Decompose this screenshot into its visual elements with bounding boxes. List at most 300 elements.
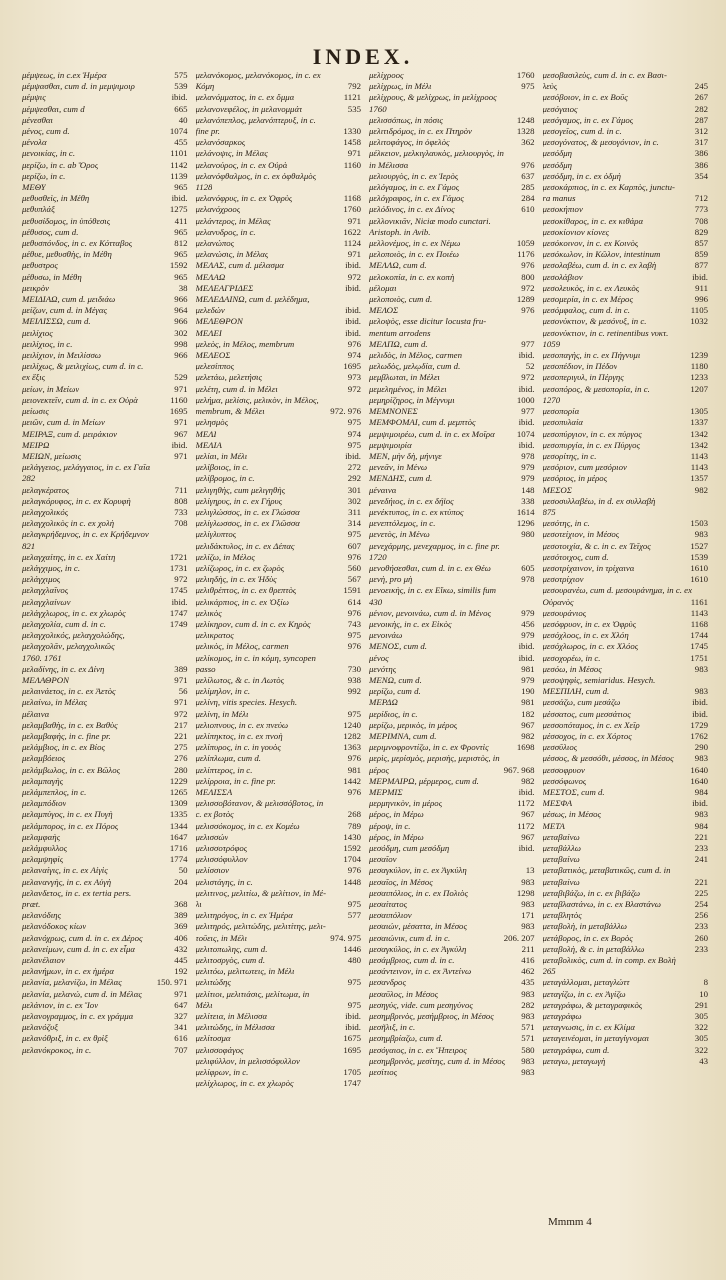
index-entry — [196, 339, 362, 350]
entry-page-ref: 287 — [694, 114, 708, 125]
entry-page-ref: 50 — [178, 865, 188, 876]
entry-page-ref: 217 — [174, 719, 188, 730]
index-entry — [369, 653, 535, 664]
entry-headword: μεσουρανέω, cum d. μεσουράνημα, in c. ex — [542, 585, 692, 596]
entry-headword: μελιγλώσσος, in c. ex Γλώσσα — [195, 506, 300, 517]
entry-page-ref: 1335 — [169, 809, 188, 820]
index-entry — [196, 104, 362, 115]
index-entry — [543, 339, 709, 350]
index-entry — [22, 664, 188, 675]
index-entry — [543, 1011, 709, 1022]
entry-headword: μεσόμφαλος, cum d. in c. — [542, 305, 630, 316]
index-entry — [22, 496, 188, 507]
entry-page-ref: 971 — [174, 383, 188, 394]
index-entry — [22, 451, 188, 462]
entry-headword: μελάγχλωρος, in c. ex χλωρὸς — [22, 607, 126, 618]
entry-headword: μεσογόνατος, & μεσογόνιον, in c. — [542, 137, 659, 148]
entry-headword: μελανόφρυς, in c. ex Ὀφρὺς — [195, 193, 293, 204]
entry-page-ref: ibid. — [692, 697, 708, 708]
index-entry — [196, 664, 362, 675]
entry-headword: μελέτη, cum d. in Μέλει — [195, 383, 278, 394]
entry-page-ref: 983 — [694, 809, 708, 820]
entry-page-ref: 1458 — [343, 137, 361, 148]
entry-page-ref: 972 — [521, 372, 535, 383]
index-entry — [369, 1067, 535, 1078]
index-entry — [543, 473, 709, 484]
entry-headword: ex ἕξις — [22, 372, 46, 383]
entry-headword: λεὺς — [542, 81, 558, 92]
entry-headword: μεσαιπόλιον — [369, 910, 412, 921]
index-entry — [196, 406, 362, 417]
entry-page-ref: ibid. — [171, 439, 188, 450]
entry-headword: μειλίχιος, in c. — [22, 338, 73, 349]
entry-page-ref: 707 — [174, 1044, 188, 1055]
entry-page-ref: ibid. — [518, 652, 535, 663]
entry-page-ref: 711 — [174, 484, 188, 495]
entry-headword: μεσοτείχιον, in Μέσος — [542, 529, 620, 540]
entry-page-ref: 1344 — [169, 820, 188, 831]
entry-page-ref: 976 — [347, 551, 361, 562]
entry-page-ref: 708 — [174, 518, 188, 529]
index-entry — [196, 70, 362, 81]
index-entry — [543, 1022, 709, 1033]
entry-headword: μελίτεια, in Μέλισσα — [195, 1011, 268, 1022]
index-entry — [22, 216, 188, 227]
entry-page-ref: 211 — [521, 943, 535, 954]
index-entry — [22, 1022, 188, 1033]
entry-headword: 875 — [542, 506, 556, 517]
signature-mark: Mmmm 4 — [548, 1216, 592, 1228]
entry-headword: μεσοπαγὴς, in c. ex Πήγνυμι — [542, 350, 641, 361]
entry-headword: μεσαγκύλος, in c. ex Ἀγκύλη — [369, 943, 467, 954]
entry-page-ref: 1430 — [343, 831, 361, 842]
entry-page-ref: 972 — [347, 383, 361, 394]
index-entry — [22, 574, 188, 585]
index-entry — [369, 350, 535, 361]
index-entry — [369, 608, 535, 619]
entry-headword: μεσσόφωνος — [542, 775, 587, 786]
entry-page-ref: 539 — [174, 81, 188, 92]
entry-headword: μεσοτρίχιον — [542, 574, 584, 585]
entry-headword: μελάγγειος, μελάγγαιος, in c. ex Γαῖα — [22, 462, 151, 473]
entry-page-ref: 221 — [694, 876, 708, 887]
index-entry — [369, 305, 535, 316]
entry-page-ref: 773 — [694, 204, 708, 215]
entry-page-ref: ibid. — [171, 92, 188, 103]
entry-page-ref: ibid. — [345, 316, 361, 327]
entry-page-ref: 1747 — [343, 1078, 361, 1089]
entry-headword: Οὐρανὸς — [542, 596, 574, 607]
entry-headword: μελαγχολικός — [22, 506, 69, 517]
entry-headword: ΜΕΛΕΔΑΙΝΩ, cum d. μελέδημα, — [195, 294, 310, 305]
entry-headword: μελεὸς, in Μέλος, membrum — [195, 338, 295, 349]
index-entry — [369, 440, 535, 451]
entry-headword: μεσοτρίχαινον, in τρίχαινα — [542, 562, 635, 573]
index-entry — [196, 1011, 362, 1022]
entry-page-ref: 221 — [694, 831, 708, 842]
entry-headword: μελικρατος — [195, 630, 234, 641]
index-entry — [543, 518, 709, 529]
entry-headword: μελίκηρον, cum d. in c. ex Κηρὸς — [195, 618, 311, 629]
index-entry — [22, 529, 188, 540]
entry-headword: μελίζω, in Μέλος — [195, 551, 255, 562]
entry-headword: μελήμα, μελίσις, μελικὸν, in Μέλος, — [195, 394, 319, 405]
entry-headword: μερμηνικὸν, in μέρος — [369, 798, 443, 809]
index-entry — [196, 552, 362, 563]
entry-headword: μεταγράφω, & μεταγραφικὸς — [542, 999, 643, 1010]
entry-page-ref: 1074 — [169, 126, 188, 137]
entry-page-ref: 354 — [694, 170, 708, 181]
entry-headword: μελαγχλαῖνος — [22, 585, 69, 596]
entry-headword: μελίρροια, in c. fine pr. — [195, 775, 276, 786]
entry-page-ref: 150. 971 — [156, 977, 188, 988]
index-entry — [196, 921, 362, 932]
index-entry — [22, 899, 188, 910]
index-entry — [22, 1000, 188, 1011]
entry-page-ref: 275 — [174, 742, 188, 753]
index-entry — [22, 832, 188, 843]
entry-headword: ΜΕΣΟΣ — [542, 484, 573, 495]
index-entry — [22, 944, 188, 955]
entry-page-ref: 1124 — [343, 238, 361, 249]
entry-page-ref: 973 — [347, 372, 361, 383]
index-entry — [543, 753, 709, 764]
entry-headword: μεσονύκτιον, & μεσόνυξ, in c. — [542, 316, 647, 327]
index-entry — [369, 877, 535, 888]
entry-page-ref: 637 — [521, 170, 535, 181]
entry-headword: μελιτινος, μελιτίω, & μελίτιον, in Μέ- — [195, 887, 327, 898]
entry-headword: μέρος, in Μέρω — [369, 809, 424, 820]
entry-headword: μελανόζυξ — [22, 1022, 58, 1033]
index-entry — [543, 742, 709, 753]
entry-page-ref: 971 — [174, 674, 188, 685]
index-entry — [543, 429, 709, 440]
entry-page-ref: 575 — [174, 70, 188, 80]
entry-page-ref: 965 — [174, 226, 188, 237]
entry-headword: μενὴ, pro μὴ — [369, 574, 413, 585]
entry-headword: μεσότης, in c. — [542, 518, 590, 529]
index-entry — [22, 384, 188, 395]
entry-page-ref: 1721 — [169, 551, 188, 562]
index-entry — [543, 709, 709, 720]
entry-headword: μενοεικὴς, in c. ex Εἴκω, similis fum — [369, 585, 497, 596]
index-entry — [369, 888, 535, 899]
entry-headword: μεσοχορέω, in c. — [542, 652, 601, 663]
entry-headword: μελεσίππος — [195, 361, 235, 372]
entry-headword: μεσῆλιξ, in c. — [369, 1022, 416, 1033]
entry-headword: μελίνη, vitis species. Hesych. — [195, 697, 298, 708]
index-entry — [22, 977, 188, 988]
index-entry — [369, 126, 535, 137]
entry-page-ref: 983 — [521, 1067, 535, 1078]
index-entry — [369, 854, 535, 865]
index-entry — [196, 641, 362, 652]
index-entry — [22, 798, 188, 809]
entry-page-ref: 1207 — [690, 383, 708, 394]
entry-headword: μεσορίτης, in c. — [542, 450, 597, 461]
entry-headword: μελόγραφος, in c. ex Γάμος — [369, 193, 464, 204]
index-entry — [196, 966, 362, 977]
entry-headword: μεσημβρίαζω, cum d. — [369, 1033, 443, 1044]
entry-headword: μέσως, in Μέσος — [542, 809, 602, 820]
entry-headword: μελανυδρος, in c. — [195, 226, 256, 237]
entry-page-ref: 967. 968 — [503, 764, 535, 775]
entry-headword: μελαμπόδιον — [22, 798, 67, 809]
index-entry — [543, 798, 709, 809]
entry-page-ref: 580 — [521, 1044, 535, 1055]
index-entry — [543, 731, 709, 742]
index-entry — [543, 1045, 709, 1056]
entry-headword: μεσοπορία — [542, 406, 580, 417]
index-entry — [196, 753, 362, 764]
entry-headword: μεσοπυργία, in c. ex Πύργος — [542, 439, 641, 450]
index-column-2 — [196, 70, 362, 1210]
entry-page-ref: 571 — [521, 1033, 535, 1044]
entry-headword: μεσαῖον — [369, 854, 397, 865]
entry-page-ref: 983 — [694, 663, 708, 674]
entry-headword: μελλονικιᾶν, Niciæ modo cunctari. — [369, 215, 491, 226]
index-entry — [196, 597, 362, 608]
entry-page-ref: 435 — [521, 977, 535, 988]
index-entry — [196, 1045, 362, 1056]
entry-page-ref: 1160 — [343, 159, 361, 170]
index-entry — [369, 1000, 535, 1011]
index-entry — [196, 126, 362, 137]
entry-page-ref: 971 — [347, 249, 361, 260]
index-entry — [543, 395, 709, 406]
entry-page-ref: 967 — [521, 719, 535, 730]
entry-headword: μεσοπέδιον, in Πέδον — [542, 361, 618, 372]
index-entry — [543, 529, 709, 540]
index-entry — [196, 709, 362, 720]
entry-headword: μελιτοσργὸς, cum d. — [195, 955, 266, 966]
entry-headword: μεθυσίδομος, in ὑπόθεσις — [22, 215, 111, 226]
entry-headword: μενεδήιος, in c. ex δήϊος — [369, 495, 454, 506]
entry-page-ref: ibid. — [518, 417, 535, 428]
index-entry — [22, 328, 188, 339]
entry-page-ref: 981 — [521, 663, 535, 674]
index-column-4 — [543, 70, 709, 1210]
entry-page-ref: 859 — [694, 249, 708, 260]
entry-headword: ΜΕΡΜΙΣ — [369, 787, 403, 797]
entry-page-ref: 972. 976 — [330, 406, 361, 417]
entry-page-ref: 966 — [174, 350, 188, 361]
index-entry — [196, 350, 362, 361]
entry-headword: μέσσατος, cum μεσσάτιος — [542, 708, 631, 719]
entry-headword: μεταγω, μεταγωγὴ — [542, 1055, 606, 1066]
index-entry — [196, 686, 362, 697]
index-entry — [22, 294, 188, 305]
entry-headword: μελανόκομος, μελανόκομος, in c. ex — [195, 70, 321, 80]
entry-page-ref: 362 — [521, 137, 535, 148]
entry-page-ref: 665 — [174, 103, 188, 114]
entry-page-ref: ibid. — [692, 708, 708, 719]
entry-headword: μεταβολικὸς, cum d. in comp. ex Βολὴ — [542, 955, 676, 966]
index-entry — [543, 574, 709, 585]
entry-headword: 1760 — [369, 103, 387, 114]
index-entry — [543, 1000, 709, 1011]
entry-headword: μεθυσθεὶς, in Μέθη — [22, 193, 90, 204]
entry-page-ref: 983 — [694, 529, 708, 540]
entry-headword: μελετάω, μελετήσις — [195, 372, 263, 383]
index-entry — [196, 451, 362, 462]
entry-headword: μελισσών — [195, 831, 229, 842]
index-entry — [196, 865, 362, 876]
index-entry — [22, 92, 188, 103]
entry-headword: μελιδάκτυλος, in c. ex Δέπας — [195, 540, 295, 551]
entry-headword: μελιστάγης, in c. — [195, 876, 253, 887]
entry-headword: μέροψ, in c. — [369, 820, 411, 831]
entry-headword: μεσολαβέω, cum d. in c. ex λαβὴ — [542, 260, 657, 271]
entry-page-ref: 40 — [178, 114, 188, 125]
entry-page-ref: 983 — [521, 899, 535, 910]
entry-page-ref: 389 — [174, 663, 188, 674]
index-entry — [543, 137, 709, 148]
entry-page-ref: 976 — [347, 607, 361, 618]
index-entry — [543, 249, 709, 260]
entry-page-ref: 290 — [694, 742, 708, 753]
entry-headword: μελίγλωσσος, in c. ex Γλῶσσα — [195, 518, 300, 529]
index-entry — [22, 731, 188, 742]
entry-page-ref: 1161 — [690, 596, 708, 607]
entry-headword: μεταγάλλομαι, μεταγλώττ — [542, 977, 630, 988]
entry-headword: μελιδὸς, in Μέλος, carmen — [369, 350, 462, 361]
entry-headword: μεσσάζω, cum μεσάζω — [542, 697, 621, 708]
entry-headword: ΜΕΛΕΑΓΡΙΔΕΣ — [195, 282, 254, 293]
entry-headword: μείζων, cum d. in Μέγας — [22, 305, 108, 316]
entry-headword: ΜΕΣΤΟΣ, cum d. — [542, 787, 605, 797]
entry-page-ref: 292 — [347, 473, 361, 484]
index-entry — [369, 361, 535, 372]
entry-headword: μερίζω, cum d. — [369, 686, 421, 697]
entry-headword: μενοικίας, in c. — [22, 148, 76, 159]
entry-page-ref: 610 — [521, 204, 535, 215]
entry-page-ref: 1592 — [169, 260, 188, 271]
entry-headword: μεσόφρυον, in c. ex Ὀφρὺς — [542, 618, 637, 629]
index-entry — [196, 1033, 362, 1044]
entry-headword: μεταγράφω, cum d. — [542, 1044, 610, 1055]
entry-headword: μελίχρως, in Μέλι — [369, 81, 432, 92]
entry-headword: μεσόγαιος — [542, 103, 578, 114]
entry-headword: μελίφρων, in c. — [195, 1067, 249, 1078]
index-entry — [196, 137, 362, 148]
entry-page-ref: 1101 — [170, 148, 188, 159]
index-entry — [543, 865, 709, 876]
index-entry — [543, 216, 709, 227]
entry-page-ref: 1296 — [516, 518, 535, 529]
entry-headword: ΜΕΝΔΗΣ, cum d. — [369, 473, 433, 484]
index-entry — [369, 462, 535, 473]
entry-headword: μεταβατικὸς, μεταβατικῶς, cum d. in — [542, 865, 671, 876]
entry-page-ref: 192 — [174, 966, 188, 977]
index-entry — [22, 115, 188, 126]
entry-headword: μεμψιμοιρέω, cum d. in c. ex Μοῖρα — [369, 428, 495, 439]
entry-headword: μεσοπύργιον, in c. ex πύργος — [542, 428, 642, 439]
entry-page-ref: 800 — [521, 271, 535, 282]
entry-page-ref: 983 — [521, 1011, 535, 1022]
index-entry — [196, 429, 362, 440]
entry-page-ref: 535 — [347, 103, 361, 114]
entry-headword: μέσσος, & μεσσόθι, μέσσος, in Μέσος — [542, 753, 674, 764]
index-entry — [369, 1033, 535, 1044]
entry-page-ref: 432 — [174, 943, 188, 954]
entry-headword: μειλίχως, & μειλιχίως, cum d. in c. — [22, 361, 144, 372]
entry-headword: μέναινα — [369, 484, 397, 495]
entry-headword: 1270 — [542, 394, 561, 405]
index-entry — [22, 1045, 188, 1056]
index-entry — [196, 888, 362, 899]
entry-page-ref: 311 — [348, 506, 361, 517]
index-entry — [196, 249, 362, 260]
entry-headword: μελανόκροκος, in c. — [22, 1044, 92, 1055]
index-entry — [22, 641, 188, 652]
index-entry — [369, 865, 535, 876]
entry-headword: fine pr. — [195, 126, 220, 137]
entry-headword: μεριμνοφροντίζω, in c. ex Φροντὶς — [369, 742, 489, 753]
entry-page-ref: 1705 — [343, 1067, 361, 1078]
index-entry — [196, 294, 362, 305]
entry-page-ref: 1265 — [169, 787, 188, 797]
entry-page-ref: 1168 — [343, 193, 361, 204]
entry-headword: μελόδινος, in c. ex Δίνος — [369, 204, 455, 215]
entry-headword: ΜΕΙΛΙΣΣΩ, cum d. — [22, 316, 91, 327]
index-entry — [196, 832, 362, 843]
entry-headword: μεσουράνιος — [542, 607, 587, 618]
entry-page-ref: 1309 — [169, 798, 188, 809]
entry-headword: μελανογραμμος, in c. ex γράμμα — [22, 1011, 134, 1022]
entry-headword: μελίλωτος, & c. in Λωτὸς — [195, 674, 285, 685]
index-entry — [196, 440, 362, 451]
index-entry — [369, 563, 535, 574]
entry-headword: μεσαίτατος — [369, 899, 408, 910]
index-entry — [22, 260, 188, 271]
index-entry — [369, 283, 535, 294]
entry-headword: μεταγνωσις, in c. ex Κλίμα — [542, 1022, 635, 1033]
entry-headword: μείων, in Μείων — [22, 383, 80, 394]
index-entry — [196, 697, 362, 708]
entry-page-ref: 1751 — [690, 652, 708, 663]
entry-page-ref: 456 — [521, 618, 535, 629]
entry-page-ref: 975 — [347, 977, 361, 988]
index-entry — [22, 361, 188, 372]
entry-page-ref: 1695 — [343, 361, 361, 372]
entry-headword: μεσόω, in Μέσος — [542, 663, 602, 674]
entry-headword: μένολα — [22, 137, 47, 148]
index-entry — [22, 227, 188, 238]
index-entry — [543, 260, 709, 271]
index-entry — [196, 843, 362, 854]
index-entry — [543, 283, 709, 294]
index-entry — [369, 1011, 535, 1022]
entry-page-ref: 560 — [347, 562, 361, 573]
entry-page-ref: ibid. — [692, 271, 708, 282]
entry-page-ref: 1448 — [343, 876, 361, 887]
entry-headword: μελαμβόειος — [22, 753, 66, 764]
entry-page-ref: ibid. — [345, 282, 361, 293]
index-entry — [22, 552, 188, 563]
index-entry — [543, 485, 709, 496]
entry-page-ref: 730 — [347, 663, 361, 674]
index-entry — [543, 910, 709, 921]
index-entry — [369, 518, 535, 529]
entry-page-ref: 285 — [521, 182, 535, 193]
index-entry — [543, 776, 709, 787]
index-entry — [22, 148, 188, 159]
index-entry — [22, 160, 188, 171]
index-entry — [196, 216, 362, 227]
entry-headword: μεταβολὴ, in μεταβάλλω — [542, 921, 628, 932]
entry-headword: μεθυπλάξ — [22, 204, 55, 215]
